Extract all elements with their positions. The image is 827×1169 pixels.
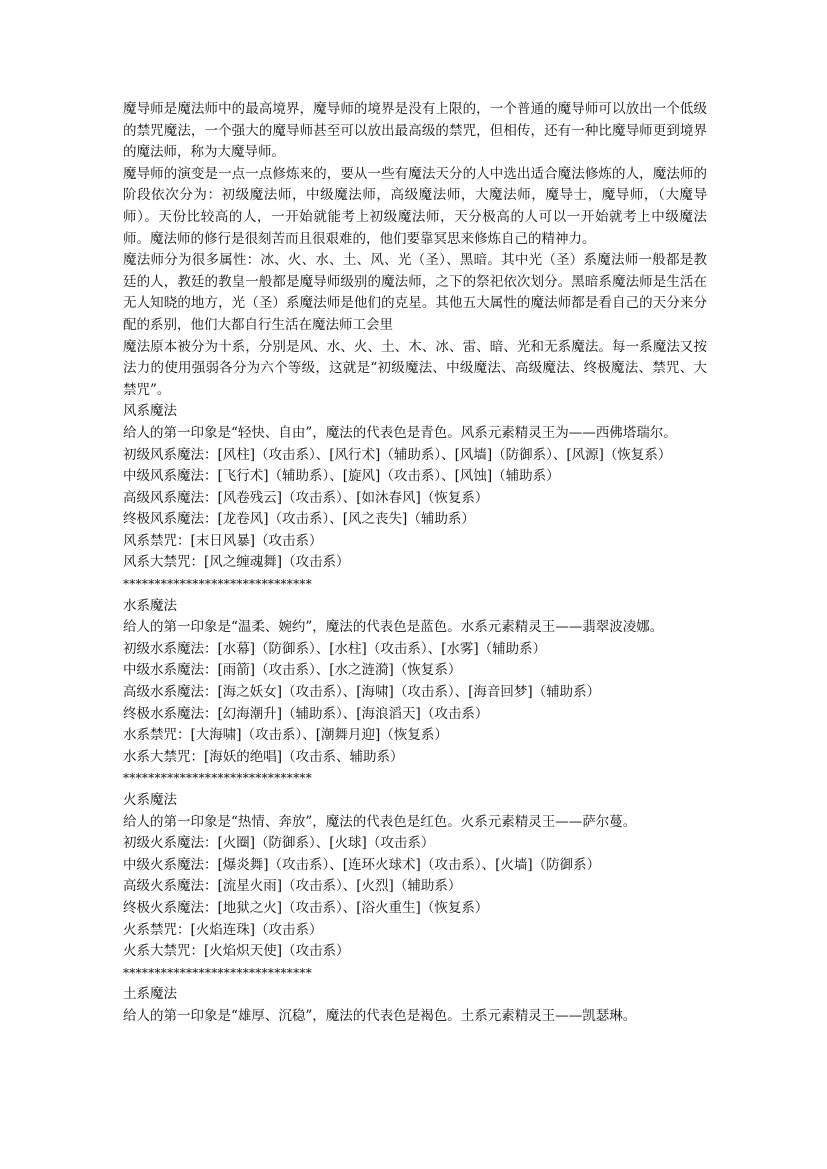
- wind-section: [123, 401, 707, 595]
- intro-paragraph-4: 魔法原本被分为十系，分别是风、水、火、土、木、冰、雷、暗、光和无系魔法。每一系魔法又按法力的使用强弱各分为六个等级，这就是“初级魔法、中级魔法、高级魔法、终极魔法、禁咒、大禁咒”。: [123, 338, 707, 398]
- spell-line: 高级火系魔法：[流星火雨]（攻击系）、[火烈]（辅助系）: [123, 878, 462, 895]
- spell-line: 中级火系魔法：[爆炎舞]（攻击系）、[连环火球术]（攻击系）、[火墙]（防御系）: [123, 856, 601, 873]
- water-section: [123, 596, 707, 790]
- separator: ******************************: [123, 577, 312, 592]
- separator: ******************************: [123, 965, 312, 980]
- spell-line: 高级水系魔法：[海之妖女]（攻击系）、[海啸]（攻击系）、[海音回梦]（辅助系）: [123, 684, 601, 701]
- section-description: 给人的第一印象是“轻快、自由”，魔法的代表色是青色。风系元素精灵王为——西佛塔瑞尔。: [123, 424, 677, 441]
- spell-line: 水系禁咒：[大海啸]（攻击系）、[潮舞月迎]（恢复系）: [123, 727, 448, 744]
- spell-line: 火系禁咒：[火焰连珠]（攻击系）: [123, 921, 323, 938]
- spell-line: 风系禁咒：[末日风暴]（攻击系）: [123, 532, 323, 549]
- earth-section: [123, 984, 707, 1027]
- spell-line: 终极风系魔法：[龙卷风]（攻击系）、[风之丧失]（辅助系）: [123, 511, 475, 528]
- intro-paragraph-3: 魔法师分为很多属性：冰、火、水、土、风、光（圣）、黑暗。其中光（圣）系魔法师一般都是教廷的人，教廷的教皇一般都是魔导师级别的魔法师，之下的祭祀依次划分。黑暗系魔法师是生活在无人知晓的地方，光（圣）系魔法师是他们的克星。其他五大属性的魔法师都是看自己的天分来分配的系别，他们大都自行生活在魔法师工会里: [123, 252, 707, 333]
- section-title: 风系魔法: [123, 403, 177, 420]
- spell-line: 初级风系魔法：[风柱]（攻击系）、[风行术]（辅助系）、[风墙]（防御系）、[风源]（恢复系）: [123, 446, 672, 463]
- spell-line: 高级风系魔法：[风卷残云]（攻击系）、[如沐春风]（恢复系）: [123, 489, 489, 506]
- section-description: 给人的第一印象是“温柔、婉约”，魔法的代表色是蓝色。水系元素精灵王——翡翠波凌娜。: [123, 619, 664, 636]
- document-page: [123, 99, 707, 1028]
- intro-paragraph-2: 魔导师的演变是一点一点修炼来的，要从一些有魔法天分的人中选出适合魔法修炼的人，魔法师的阶段依次分为：初级魔法师，中级魔法师，高级魔法师，大魔法师，魔导士，魔导师，（大魔导师）。天份比较高的人，一开始就能考上初级魔法师，天分极高的人可以一开始就考上中级魔法师。魔法师的修行是很刻苦而且很艰难的，他们要靠冥思来修炼自己的精神力。: [123, 165, 707, 247]
- spell-line: 中级水系魔法：[雨箭]（攻击系）、[水之涟漪]（恢复系）: [123, 662, 462, 679]
- section-title: 水系魔法: [123, 597, 177, 614]
- section-title: 火系魔法: [123, 792, 177, 808]
- section-description: 给人的第一印象是“雄厚、沉稳”，魔法的代表色是褐色。土系元素精灵王——凯瑟琳。: [123, 1007, 637, 1024]
- spell-line: 终极水系魔法：[幻海潮升]（辅助系）、[海浪滔天]（攻击系）: [123, 705, 489, 722]
- spell-line: 水系大禁咒：[海妖的绝唱]（攻击系、辅助系）: [123, 748, 404, 765]
- section-title: 土系魔法: [123, 986, 177, 1003]
- spell-line: 火系大禁咒：[火焰炽天使]（攻击系）: [123, 943, 350, 960]
- spell-line: 中级风系魔法：[飞行术]（辅助系）、[旋风]（攻击系）、[风蚀]（辅助系）: [123, 468, 560, 485]
- spell-line: 终极火系魔法：[地狱之火]（攻击系）、[浴火重生]（恢复系）: [123, 899, 489, 916]
- spell-line: 初级水系魔法：[水幕]（防御系）、[水柱]（攻击系）、[水雾]（辅助系）: [123, 640, 547, 657]
- spell-line: 风系大禁咒：[风之缠魂舞]（攻击系）: [123, 554, 350, 571]
- fire-section: [123, 790, 707, 984]
- intro-paragraph-1: 魔导师是魔法师中的最高境界，魔导师的境界是没有上限的，一个普通的魔导师可以放出一个低级的禁咒魔法，一个强大的魔导师甚至可以放出最高级的禁咒，但相传，还有一种比魔导师更到境界的魔法师，称为大魔导师。: [123, 101, 707, 161]
- separator: ******************************: [123, 771, 312, 786]
- spell-line: 初级火系魔法：[火圈]（防御系）、[火球]（攻击系）: [123, 835, 435, 852]
- section-description: 给人的第一印象是“热情、奔放”，魔法的代表色是红色。火系元素精灵王——萨尔蔓。: [123, 813, 637, 830]
